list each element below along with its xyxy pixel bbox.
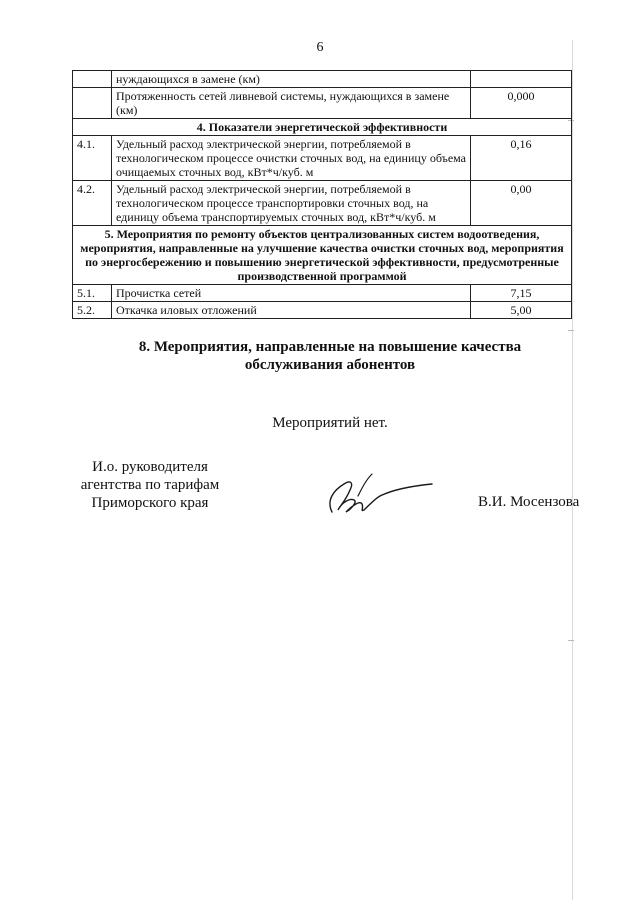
handwritten-signature <box>320 470 440 520</box>
signer-position-line-1: И.о. руководителя <box>92 459 208 475</box>
row-description: Удельный расход электрической энергии, потребляемой в технологическом процессе очистки сточных вод, на единицу объема очищаемых сточных вод, кВт*ч/куб. м <box>112 136 471 181</box>
row-number <box>73 88 112 119</box>
signer-position-line-3: Приморского края <box>91 495 209 511</box>
signer-name: В.И. Мосензова <box>478 494 580 510</box>
section-title: 4. Показатели энергетической эффективности <box>73 119 572 136</box>
row-value: 5,00 <box>471 302 572 319</box>
section-heading <box>0 338 640 374</box>
page-edge-line <box>572 40 573 900</box>
row-value: 0,16 <box>471 136 572 181</box>
row-number: 4.2. <box>73 181 112 226</box>
edge-tick <box>568 330 574 331</box>
row-number: 5.1. <box>73 285 112 302</box>
signer-position <box>70 458 230 512</box>
heading-line-2: обслуживания абонентов <box>244 357 416 373</box>
row-description: Прочистка сетей <box>112 285 471 302</box>
metrics-table <box>72 70 572 319</box>
table-section-row <box>73 226 572 285</box>
table-row <box>73 136 572 181</box>
row-value: 0,000 <box>471 88 572 119</box>
table-row <box>73 302 572 319</box>
row-number: 5.2. <box>73 302 112 319</box>
edge-tick <box>568 640 574 641</box>
heading-line-1: 8. Мероприятия, направленные на повышение качества <box>138 339 522 355</box>
row-value: 7,15 <box>471 285 572 302</box>
row-description: Откачка иловых отложений <box>112 302 471 319</box>
row-description: Удельный расход электрической энергии, потребляемой в технологическом процессе транспортировки сточных вод, на единицу объема транспортируемых сточных вод, кВт*ч/куб. м <box>112 181 471 226</box>
row-description: Протяженность сетей ливневой системы, нуждающихся в замене (км) <box>112 88 471 119</box>
row-value: 0,00 <box>471 181 572 226</box>
row-number: 4.1. <box>73 136 112 181</box>
table-row <box>73 285 572 302</box>
section-title: 5. Мероприятия по ремонту объектов централизованных систем водоотведения, мероприятия, направленные на улучшение качества очистки сточных вод, мероприятия по энергосбережению и повышению энергетической эффективности, предусмотренные производственной программой <box>73 226 572 285</box>
page-number: 6 <box>316 40 324 55</box>
table-section-row <box>73 119 572 136</box>
table-row <box>73 88 572 119</box>
no-measures-note: Мероприятий нет. <box>272 415 388 431</box>
table-row <box>73 181 572 226</box>
row-value <box>471 71 572 88</box>
row-number <box>73 71 112 88</box>
table-row <box>73 71 572 88</box>
row-description: нуждающихся в замене (км) <box>112 71 471 88</box>
signer-position-line-2: агентства по тарифам <box>80 477 220 493</box>
